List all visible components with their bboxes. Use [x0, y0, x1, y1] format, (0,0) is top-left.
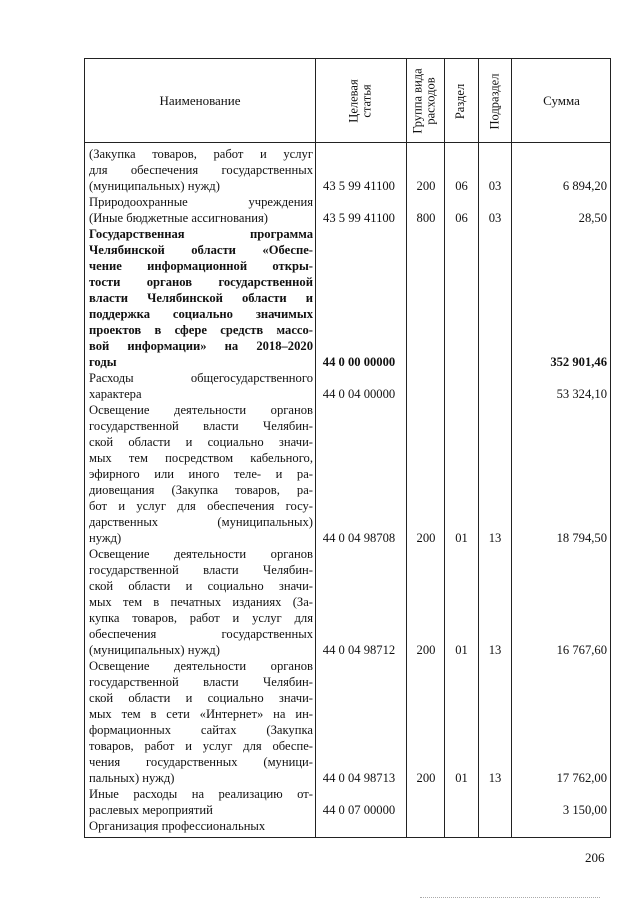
- page-number: 206: [585, 850, 605, 865]
- table-row: [85, 786, 610, 818]
- row-name-line: (Закупка товаров, работ и услуг: [89, 147, 313, 161]
- header-subsection-label: Подраздел: [487, 73, 501, 129]
- table-row: [85, 194, 610, 226]
- row-name-line: нужд): [89, 531, 122, 545]
- row-section: 01: [455, 643, 468, 657]
- row-name-line: товаров, работ и услуг для обеспе-: [89, 739, 313, 753]
- row-name-line: поддержка социально значимых: [89, 307, 313, 321]
- row-name-line: раслевых мероприятий: [89, 803, 213, 817]
- row-name: [89, 818, 313, 834]
- row-name: [89, 546, 313, 658]
- row-name-line: (Иные бюджетные ассигнования): [89, 211, 268, 225]
- row-name-line: проектов в сфере средств массо-: [89, 323, 313, 337]
- row-name-line: чения государственных (муници-: [89, 755, 313, 769]
- header-name: [85, 59, 315, 143]
- header-section: [444, 59, 478, 143]
- row-section: 06: [455, 211, 468, 225]
- row-name-line: мых тем посредством кабельного,: [89, 451, 313, 465]
- row-name-line: (муниципальных) нужд): [89, 179, 220, 193]
- row-name-line: мых тем в сети «Интернет» на ин-: [89, 707, 313, 721]
- row-code: 44 0 07 00000: [322, 803, 396, 817]
- row-group: 200: [416, 771, 436, 785]
- row-sum: 16 767,60: [556, 643, 607, 657]
- row-name-line: Государственная программа: [89, 227, 313, 241]
- row-group: 200: [416, 531, 436, 545]
- header-group: [406, 59, 444, 143]
- row-name-line: чение информационной откры-: [89, 259, 313, 273]
- footer-rule: [420, 897, 600, 898]
- row-name-line: мых тем в печатных изданиях (За-: [89, 595, 313, 609]
- row-name-line: Освещение деятельности органов: [89, 659, 313, 673]
- row-code: 44 0 04 98708: [322, 531, 396, 545]
- row-name-line: бот и услуг для обеспечения госу-: [89, 499, 313, 513]
- row-sum: 6 894,20: [562, 179, 607, 193]
- row-name: [89, 786, 313, 818]
- row-code: 44 0 04 98713: [322, 771, 396, 785]
- row-name-line: ской области и социально значи-: [89, 691, 313, 705]
- row-name-line: ской области и социально значи-: [89, 435, 313, 449]
- row-name-line: эфирного или иного теле- и ра-: [89, 467, 313, 481]
- row-subsection: 03: [488, 211, 502, 225]
- row-group: 200: [416, 179, 436, 193]
- row-subsection: 13: [488, 643, 502, 657]
- row-name-line: купка товаров, работ и услуг для: [89, 611, 313, 625]
- row-name-line: государственной власти Челябин-: [89, 675, 313, 689]
- row-name-line: Природоохранные учреждения: [89, 195, 313, 209]
- row-name: [89, 194, 313, 226]
- row-name-line: для обеспечения государственных: [89, 163, 313, 177]
- row-name-line: годы: [89, 355, 117, 369]
- table-header: [85, 59, 610, 143]
- row-sum: 53 324,10: [556, 387, 607, 401]
- header-code-line-2: статья: [359, 84, 374, 118]
- row-code: 44 0 04 98712: [322, 643, 396, 657]
- row-name-line: ской области и социально значи-: [89, 579, 313, 593]
- row-name-line: дарственных (муниципальных): [89, 515, 313, 529]
- row-name-line: (муниципальных) нужд): [89, 643, 220, 657]
- row-name-line: Освещение деятельности органов: [89, 403, 313, 417]
- row-code: 44 0 04 00000: [322, 387, 396, 401]
- row-section: 06: [455, 179, 468, 193]
- row-sum: 3 150,00: [562, 803, 607, 817]
- row-section: 01: [455, 531, 468, 545]
- row-code: 44 0 00 00000: [322, 355, 396, 369]
- header-subsection: [478, 59, 511, 143]
- header-code-label: [348, 79, 374, 122]
- row-name: [89, 658, 313, 786]
- header-sum: [511, 59, 611, 143]
- row-name-line: Организация профессиональных: [89, 819, 266, 833]
- row-name: [89, 402, 313, 546]
- header-name-label: Наименование: [159, 93, 241, 108]
- row-name: [89, 370, 313, 402]
- row-sum: 18 794,50: [556, 531, 607, 545]
- row-name-line: вой информации» на 2018–2020: [89, 339, 313, 353]
- table-row: [85, 546, 610, 658]
- row-name-line: пальных) нужд): [89, 771, 175, 785]
- header-group-label: [412, 68, 438, 133]
- row-code: 43 5 99 41100: [323, 179, 395, 193]
- header-sum-label: Сумма: [543, 93, 580, 108]
- row-name-line: государственной власти Челябин-: [89, 419, 313, 433]
- budget-table: [84, 58, 611, 838]
- row-name-line: Иные расходы на реализацию от-: [89, 787, 313, 801]
- table-row: [85, 818, 610, 834]
- row-subsection: 13: [488, 771, 502, 785]
- header-group-line-2: расходов: [424, 77, 439, 125]
- header-code-line-1: Целевая: [346, 79, 361, 123]
- row-code: 43 5 99 41100: [323, 211, 395, 225]
- table-row: [85, 146, 610, 194]
- row-name-line: формационных сайтах (Закупка: [89, 723, 313, 737]
- row-section: 01: [455, 771, 468, 785]
- row-sum: 17 762,00: [556, 771, 607, 785]
- row-name-line: диовещания (Закупка товаров, ра-: [89, 483, 313, 497]
- table-row: [85, 402, 610, 546]
- row-name-line: обеспечения государственных: [89, 627, 313, 641]
- row-name-line: государственной власти Челябин-: [89, 563, 313, 577]
- header-group-line-1: Группа вида: [411, 68, 426, 134]
- table-row: [85, 226, 610, 370]
- row-name-line: характера: [89, 387, 142, 401]
- header-section-label: Раздел: [453, 83, 468, 119]
- row-subsection: 03: [488, 179, 502, 193]
- row-name-line: тости органов государственной: [89, 275, 313, 289]
- row-sum: 28,50: [578, 211, 607, 225]
- table-row: [85, 658, 610, 786]
- row-name-line: Освещение деятельности органов: [89, 547, 313, 561]
- header-code: [315, 59, 406, 143]
- row-subsection: 13: [488, 531, 502, 545]
- row-name-line: власти Челябинской области и: [89, 291, 313, 305]
- row-group: 200: [416, 643, 436, 657]
- row-sum: 352 901,46: [550, 355, 607, 369]
- row-name-line: Расходы общегосударственного: [89, 371, 313, 385]
- row-name: [89, 146, 313, 194]
- row-name: [89, 226, 313, 370]
- row-group: 800: [416, 211, 436, 225]
- row-name-line: Челябинской области «Обеспе-: [89, 243, 313, 257]
- table-row: [85, 370, 610, 402]
